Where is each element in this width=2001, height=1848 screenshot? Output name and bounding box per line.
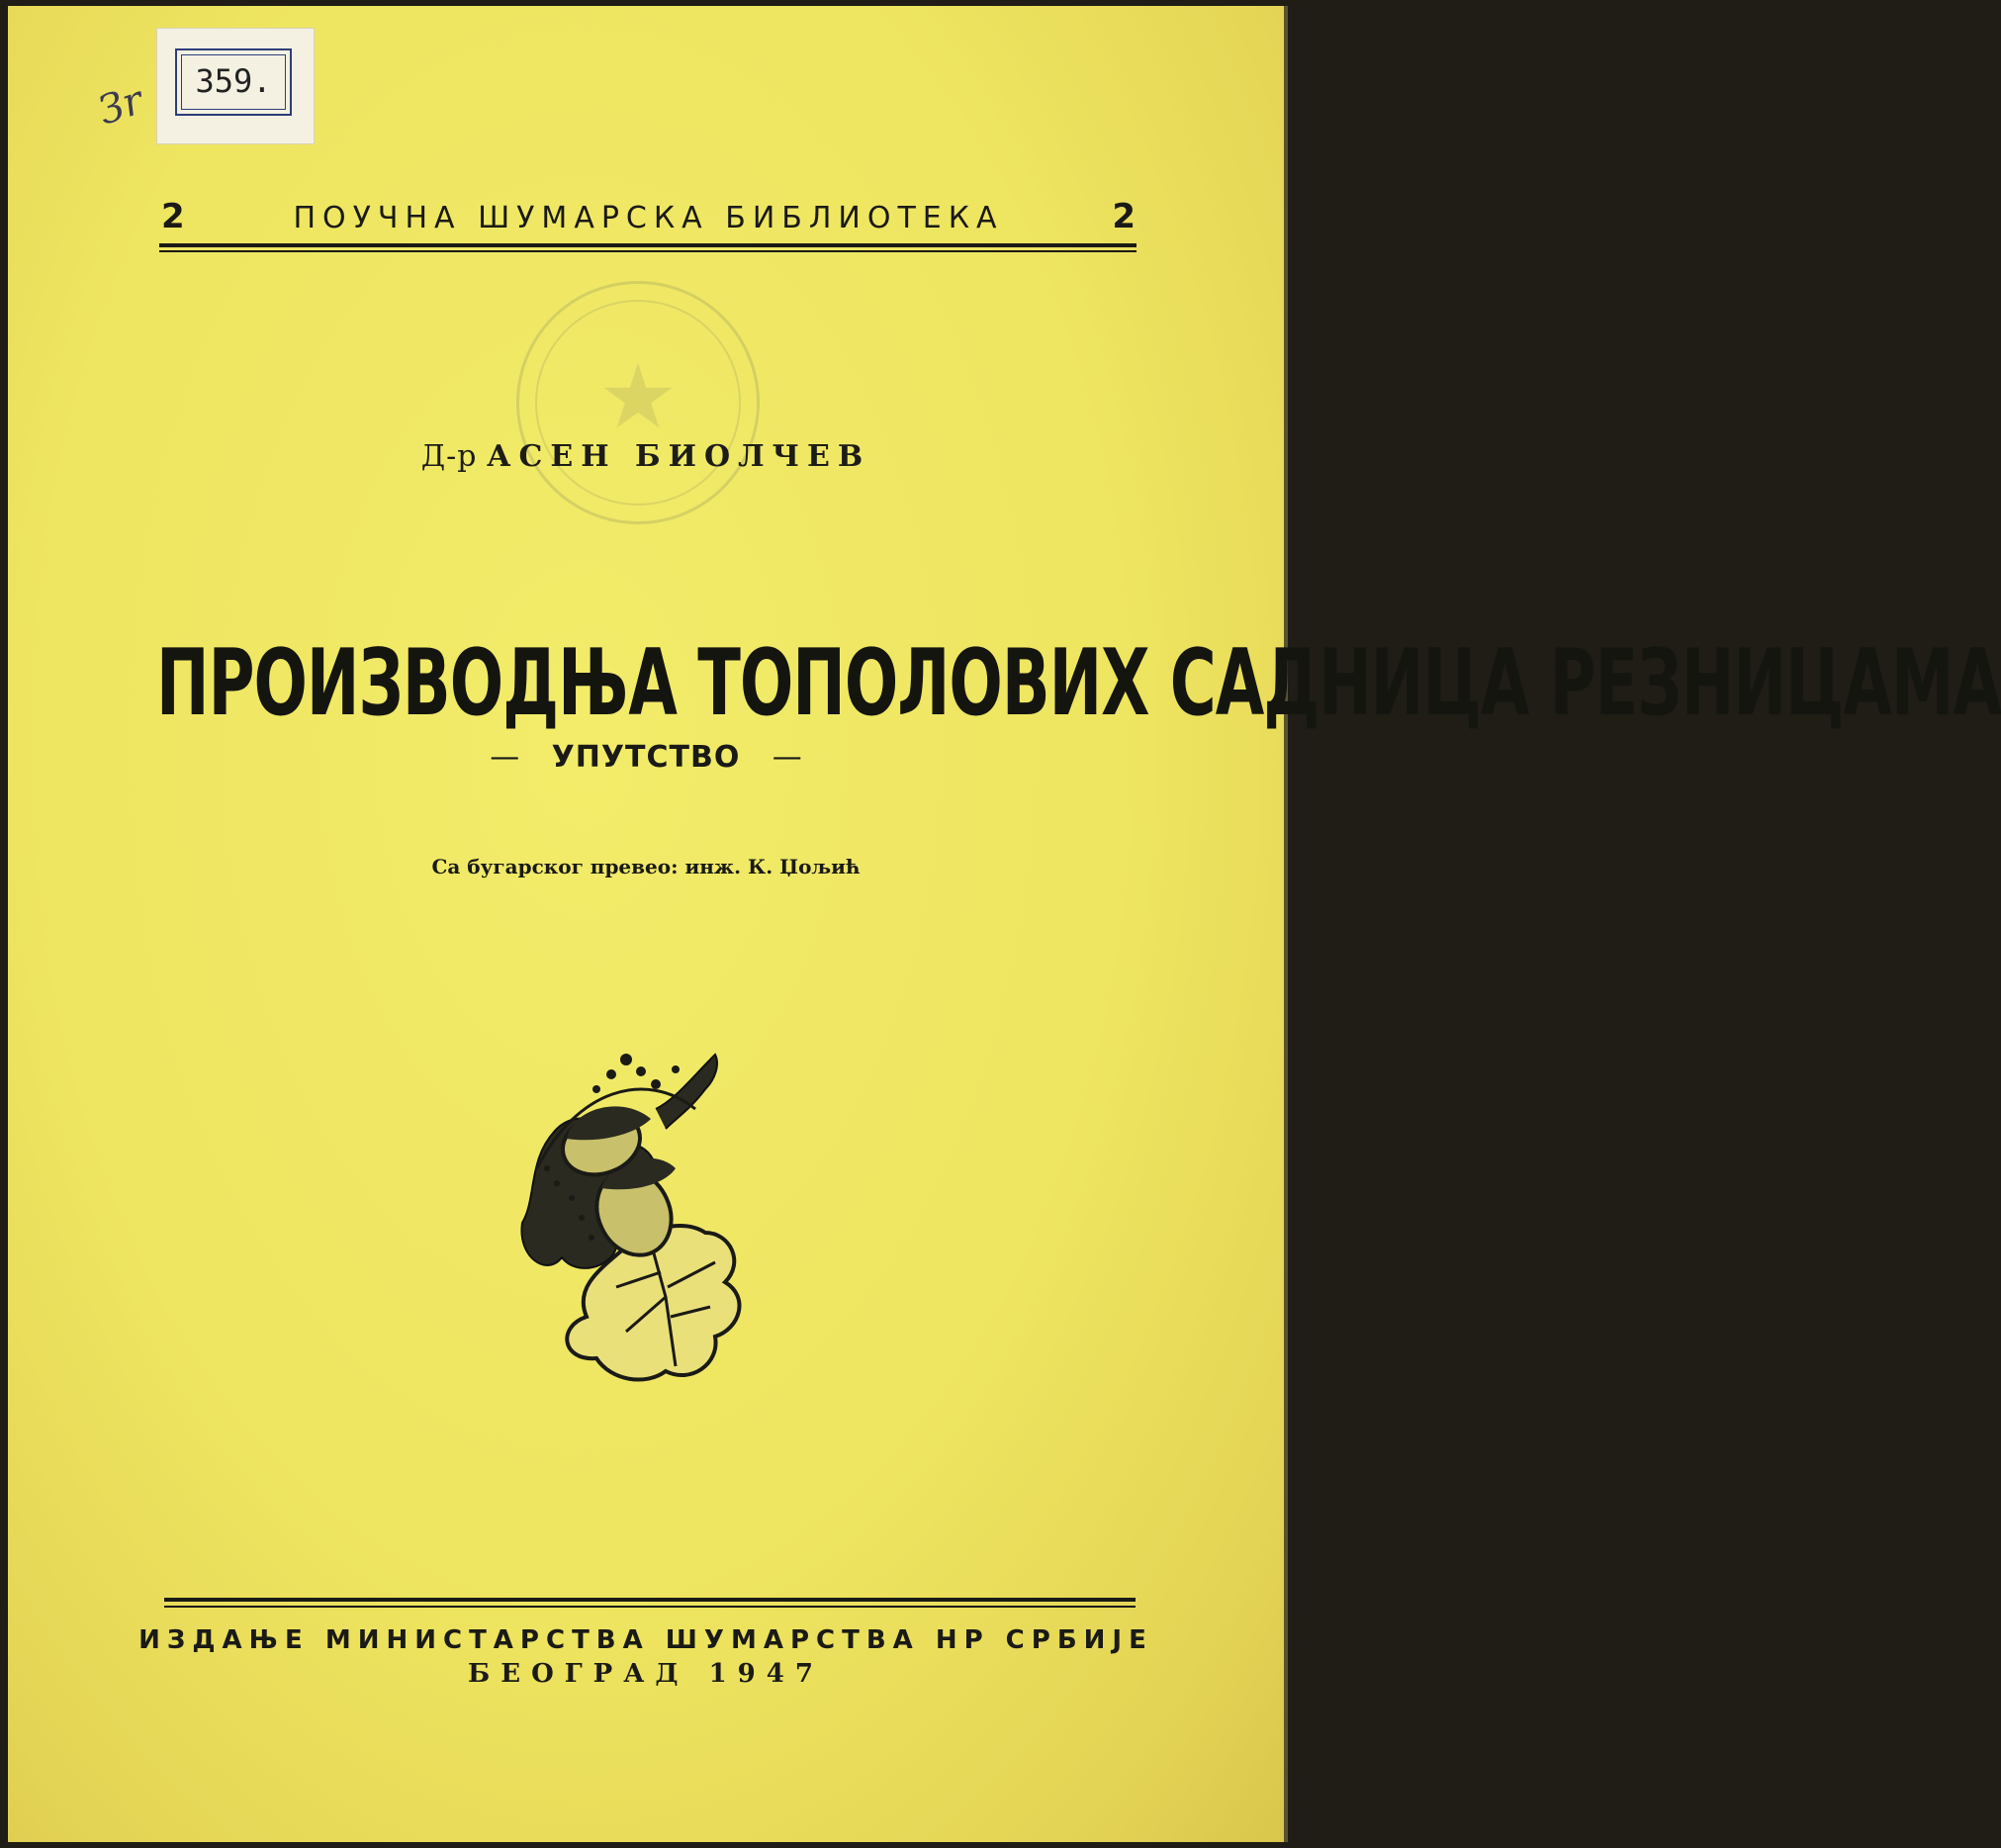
series-rule-thin [159, 250, 1137, 252]
publisher-name: ИЗДАЊЕ МИНИСТАРСТВА ШУМАРСТВА НР СРБИЈЕ [138, 1625, 1153, 1655]
library-label [156, 28, 315, 144]
series-number-right: 2 [1112, 197, 1136, 236]
subtitle-text: УПУТСТВО [551, 740, 741, 775]
library-label-frame [175, 48, 292, 116]
subtitle-line [8, 740, 1284, 775]
oak-leaf-acorn-icon [517, 1050, 774, 1396]
author-line [8, 439, 1284, 474]
handwritten-note: Зr [92, 77, 149, 135]
library-label-number: 359. [195, 62, 272, 100]
series-header [161, 197, 1136, 240]
publisher-rule-thin [164, 1606, 1136, 1608]
library-stamp-icon [516, 281, 760, 524]
subtitle-dash-left: — [490, 740, 520, 775]
publisher-rule-thick [164, 1598, 1136, 1602]
translator-credit: Са бугарског превео: инж. К. Џољић [431, 855, 861, 878]
publication-city-year: БЕОГРАД 1947 [468, 1659, 824, 1689]
series-title: ПОУЧНА ШУМАРСКА БИБЛИОТЕКА [293, 201, 1004, 235]
series-rule-thick [159, 243, 1137, 247]
book-cover [8, 6, 2001, 1842]
stamp-star-icon: ★ [597, 348, 679, 447]
series-number-left: 2 [161, 197, 185, 236]
author-name: АСЕН БИОЛЧЕВ [487, 439, 871, 474]
book-title: ПРОИЗВОДЊА ТОПОЛОВИХ САДНИЦА РЕЗНИЦАМА [156, 631, 2001, 738]
subtitle-dash-right: — [772, 740, 802, 775]
author-prefix: Д-р [420, 439, 478, 474]
